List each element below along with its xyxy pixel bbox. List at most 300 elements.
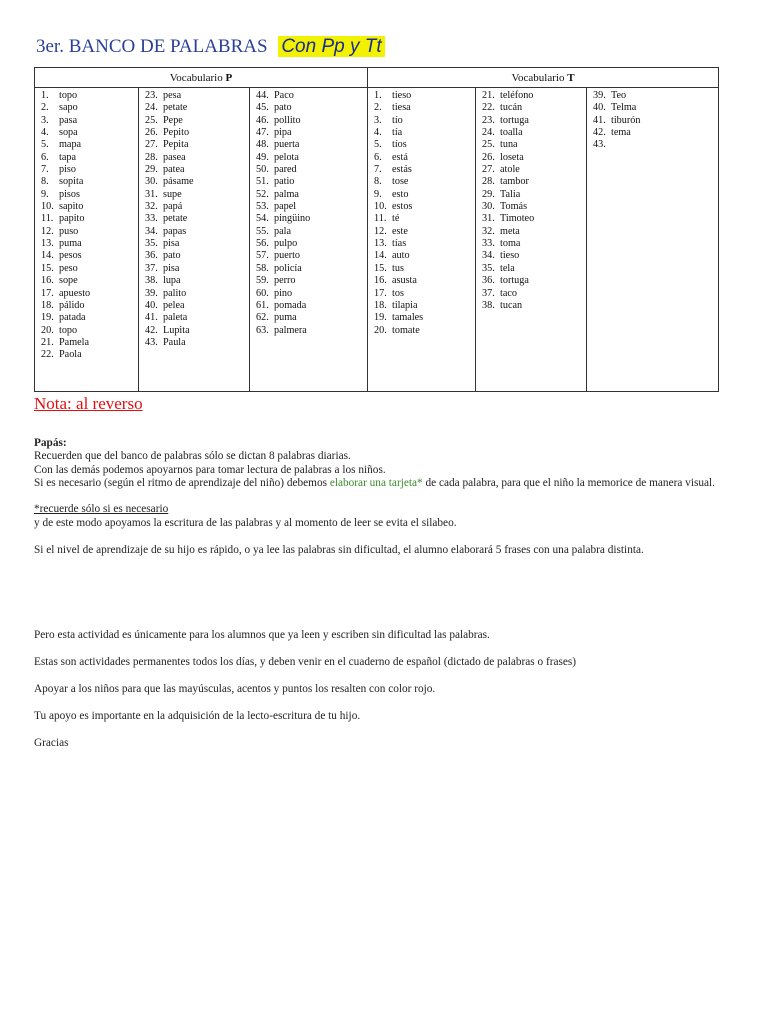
word-number: 60. [256,287,269,299]
word-number: 17. [374,287,387,299]
word-item [482,152,586,164]
word-number: 46. [256,114,269,126]
word-item [145,300,249,312]
word-item [256,312,367,324]
word-text: pálido [59,299,85,311]
word-text: tucan [500,299,523,311]
word-item [145,127,249,139]
word-text: este [392,225,408,237]
word-text: pino [274,287,293,299]
word-number: 35. [145,238,158,250]
word-column-t1 [368,88,476,392]
word-number: 18. [41,299,54,311]
word-number: 2. [41,102,49,114]
word-text: Pamela [59,336,89,348]
thanks: Gracias [34,737,69,749]
word-item [41,102,138,114]
word-item [374,325,475,337]
word-text: paleta [163,312,188,324]
parents-label: Papás: [34,437,67,449]
word-item [593,115,718,127]
word-text: patea [163,164,185,176]
word-item [256,325,367,337]
word-text: Paula [163,336,186,348]
word-number: 32. [145,201,158,213]
word-text: papas [163,225,187,237]
word-text: tuna [500,139,518,151]
word-item [145,90,249,102]
word-item [41,300,138,312]
word-number: 3. [374,114,382,126]
word-number: 7. [41,164,49,176]
word-number: 51. [256,176,269,188]
word-item [145,139,249,151]
word-item [374,201,475,213]
word-item [41,152,138,164]
word-text: puerto [274,250,301,262]
word-item [256,275,367,287]
word-item [145,312,249,324]
note-line-2: Con las demás podemos apoyarnos para tomar lectura de palabras a los niños. [34,464,386,476]
word-number: 44. [256,90,269,101]
word-number: 10. [374,201,387,213]
word-item [145,213,249,225]
word-column-p2 [139,88,250,392]
word-item [256,288,367,300]
word-item [41,275,138,287]
word-text: pala [274,225,291,237]
word-item [41,139,138,151]
word-text: papel [274,201,297,213]
word-number: 41. [593,114,606,126]
word-text: tela [500,262,515,274]
word-text: atole [500,164,520,176]
word-number: 19. [41,312,54,324]
word-number: 26. [482,151,495,163]
word-text: Telma [611,102,637,114]
word-number: 28. [482,176,495,188]
word-number: 5. [41,139,49,151]
word-number: 23. [145,90,158,101]
word-text: sapito [59,201,84,213]
note-line-6: Si el nivel de aprendizaje de su hijo es rápido, o ya lee las palabras sin dificultad, el alumno elaborará 5 frases con una palabra distinta. [34,544,644,556]
word-item [256,213,367,225]
word-number: 56. [256,238,269,250]
word-text: tiesa [392,102,411,114]
word-number: 3. [41,114,49,126]
word-item [374,152,475,164]
word-number: 36. [145,250,158,262]
word-text: asusta [392,275,417,287]
word-number: 48. [256,139,269,151]
note-line-4: *recuerde sólo si es necesario [34,503,169,515]
word-item [145,152,249,164]
word-item [145,164,249,176]
word-text: pared [274,164,297,176]
word-text: patada [59,312,86,324]
word-item [41,164,138,176]
word-text: petate [163,102,188,114]
word-number: 40. [593,102,606,114]
word-number: 24. [145,102,158,114]
word-item [256,189,367,201]
word-item [482,275,586,287]
word-item [374,139,475,151]
word-number: 59. [256,275,269,287]
word-number: 31. [145,188,158,200]
word-text: pelota [274,151,299,163]
word-item [145,189,249,201]
word-number: 4. [374,127,382,139]
word-number: 2. [374,102,382,114]
word-number: 19. [374,312,387,324]
word-item [482,90,586,102]
vocab-t-header: Vocabulario T [368,68,719,88]
word-item [374,189,475,201]
word-number: 5. [374,139,382,151]
vocab-p-header: Vocabulario P [35,68,368,88]
word-text: papá [163,201,183,213]
word-item [256,90,367,102]
word-number: 34. [145,225,158,237]
word-column-t3 [587,88,719,392]
word-column-p1 [35,88,139,392]
word-text: esto [392,188,409,200]
word-item [41,250,138,262]
word-number: 33. [482,238,495,250]
word-item [145,176,249,188]
word-text: piso [59,164,76,176]
word-item [482,288,586,300]
word-text: tías [392,238,407,250]
word-item [482,127,586,139]
word-item [374,127,475,139]
word-number: 58. [256,262,269,274]
word-item [41,189,138,201]
word-item [482,139,586,151]
word-text: tose [392,176,409,188]
word-item [41,201,138,213]
word-text: puerta [274,139,300,151]
word-number: 22. [41,349,54,361]
page-title [36,36,385,58]
word-number: 25. [145,114,158,126]
word-text: meta [500,225,520,237]
word-text: pásame [163,176,194,188]
word-item [145,275,249,287]
word-text: pingüino [274,213,311,225]
word-item [41,337,138,349]
word-item [374,226,475,238]
word-number: 9. [374,188,382,200]
word-item [256,139,367,151]
word-item [256,250,367,262]
note-line-7: Pero esta actividad es únicamente para los alumnos que ya leen y escriben sin dificultad las palabras. [34,629,490,641]
word-item [482,102,586,114]
word-number: 1. [41,90,49,101]
word-item [256,238,367,250]
word-text: Pepito [163,127,190,139]
word-text: pesa [163,90,182,101]
word-item [145,337,249,349]
word-item [374,238,475,250]
word-text: pelea [163,299,185,311]
word-text: peso [59,262,78,274]
word-number: 7. [374,164,382,176]
word-item [145,201,249,213]
word-number: 20. [374,324,387,336]
word-number: 20. [41,324,54,336]
word-number: 43. [145,336,158,348]
word-text: tortuga [500,114,529,126]
word-number: 14. [41,250,54,262]
word-number: 15. [41,262,54,274]
word-item [41,312,138,324]
word-number: 13. [41,238,54,250]
word-text: tortuga [500,275,529,287]
word-text: tema [611,127,631,139]
word-number: 27. [482,164,495,176]
word-text: Tomás [500,201,528,213]
word-number: 6. [41,151,49,163]
note-line-10: Tu apoyo es importante en la adquisición de la lecto-escritura de tu hijo. [34,710,361,722]
word-text: estos [392,201,413,213]
word-number: 29. [145,164,158,176]
word-number: 61. [256,299,269,311]
word-text: papito [59,213,85,225]
note-line-5: y de este modo apoyamos la escritura de las palabras y al momento de leer se evita el silabeo. [34,517,457,529]
word-number: 6. [374,151,382,163]
word-item [256,263,367,275]
word-number: 24. [482,127,495,139]
word-text: pesos [59,250,82,262]
word-item [482,164,586,176]
word-number: 50. [256,164,269,176]
word-number: 30. [482,201,495,213]
word-text: tomate [392,324,420,336]
note-line-9: Apoyar a los niños para que las mayúsculas, acentos y puntos los resalten con color rojo. [34,683,436,695]
word-column-t2 [476,88,587,392]
word-number: 11. [374,213,387,225]
word-number: 18. [374,299,387,311]
word-item [41,115,138,127]
word-number: 62. [256,312,269,324]
word-text: está [392,151,408,163]
word-number: 1. [374,90,382,101]
word-item [374,275,475,287]
word-item [145,238,249,250]
word-item [256,127,367,139]
word-item [145,325,249,337]
word-number: 21. [41,336,54,348]
word-number: 55. [256,225,269,237]
word-number: 34. [482,250,495,262]
word-text: sopa [59,127,78,139]
word-text: tieso [500,250,520,262]
word-text: pato [274,102,292,114]
word-text: pisos [59,188,80,200]
word-text: tieso [392,90,412,101]
word-number: 9. [41,188,49,200]
word-text: pulpo [274,238,298,250]
word-text: mapa [59,139,82,151]
word-number: 38. [482,299,495,311]
word-text: Talia [500,188,521,200]
word-item [145,263,249,275]
word-number: 11. [41,213,54,225]
word-column-p3 [250,88,368,392]
word-text: puma [59,238,82,250]
word-item [374,115,475,127]
word-number: 43. [593,139,606,151]
word-item [482,176,586,188]
word-item [41,226,138,238]
word-item [374,263,475,275]
word-number: 37. [482,287,495,299]
word-number: 47. [256,127,269,139]
word-number: 29. [482,188,495,200]
word-text: tiburón [611,114,641,126]
word-text: pipa [274,127,292,139]
word-text: puso [59,225,79,237]
word-number: 21. [482,90,495,101]
word-item [256,102,367,114]
word-text: Pepe [163,114,183,126]
word-number: 52. [256,188,269,200]
word-text: palma [274,188,299,200]
word-text: tíos [392,139,407,151]
word-item [482,238,586,250]
word-item [256,176,367,188]
word-text: toalla [500,127,523,139]
word-number: 28. [145,151,158,163]
word-number: 31. [482,213,495,225]
word-text: Paco [274,90,294,101]
word-text: pollito [274,114,301,126]
word-number: 39. [593,90,606,101]
word-number: 39. [145,287,158,299]
card-instruction: elaborar una tarjeta* [329,477,423,489]
word-text: Paola [59,349,82,361]
word-text: pasa [59,114,78,126]
word-number: 32. [482,225,495,237]
word-item [374,312,475,324]
word-text: pomada [274,299,307,311]
word-number: 35. [482,262,495,274]
word-item [145,226,249,238]
word-item [41,325,138,337]
word-item [374,90,475,102]
word-number: 57. [256,250,269,262]
word-text: loseta [500,151,524,163]
word-item [482,189,586,201]
word-text: palmera [274,324,307,336]
word-number: 63. [256,324,269,336]
word-text: sope [59,275,78,287]
word-number: 13. [374,238,387,250]
word-number: 22. [482,102,495,114]
word-item [482,213,586,225]
word-item [374,164,475,176]
word-text: toma [500,238,521,250]
word-item [374,288,475,300]
word-item [374,102,475,114]
word-text: palito [163,287,187,299]
word-item [41,349,138,361]
word-item [41,263,138,275]
word-number: 12. [41,225,54,237]
word-number: 4. [41,127,49,139]
word-item [482,263,586,275]
word-text: Pepita [163,139,189,151]
word-item [256,164,367,176]
note-line-3: Si es necesario (según el ritmo de aprendizaje del niño) debemos elaborar una tarjeta* de cada palabra, para que el niño la memorice de manera visual. [34,477,715,489]
word-text: pisa [163,238,180,250]
note-line-1: Recuerden que del banco de palabras sólo se dictan 8 palabras diarias. [34,450,351,462]
word-number: 37. [145,262,158,274]
word-text: Teo [611,90,627,101]
word-number: 33. [145,213,158,225]
word-number: 54. [256,213,269,225]
word-number: 8. [374,176,382,188]
word-text: sopita [59,176,84,188]
word-number: 40. [145,299,158,311]
word-text: auto [392,250,410,262]
word-text: tío [392,114,403,126]
word-text: lupa [163,275,181,287]
word-text: pisa [163,262,180,274]
word-text: Timoteo [500,213,535,225]
word-number: 38. [145,275,158,287]
word-text: supe [163,188,182,200]
word-text: pasea [163,151,186,163]
word-text: puma [274,312,297,324]
word-item [482,201,586,213]
word-text: taco [500,287,517,299]
word-item [482,250,586,262]
word-item [256,152,367,164]
word-item [41,288,138,300]
word-item [41,127,138,139]
word-item [41,176,138,188]
word-item [374,213,475,225]
word-number: 17. [41,287,54,299]
word-item [256,226,367,238]
word-item [593,127,718,139]
word-text: tapa [59,151,76,163]
word-number: 10. [41,201,54,213]
word-number: 16. [41,275,54,287]
word-number: 30. [145,176,158,188]
word-item [374,300,475,312]
title-text: 3er. BANCO DE PALABRAS [36,36,268,57]
word-text: tucán [500,102,523,114]
word-number: 27. [145,139,158,151]
vocabulary-table [34,67,719,392]
word-text: tamales [392,312,424,324]
word-number: 16. [374,275,387,287]
word-number: 26. [145,127,158,139]
word-item [256,201,367,213]
word-text: tía [392,127,403,139]
word-item [482,115,586,127]
word-item [41,238,138,250]
word-number: 23. [482,114,495,126]
word-text: topo [59,324,78,336]
word-item [593,90,718,102]
word-text: perro [274,275,296,287]
word-item [374,176,475,188]
